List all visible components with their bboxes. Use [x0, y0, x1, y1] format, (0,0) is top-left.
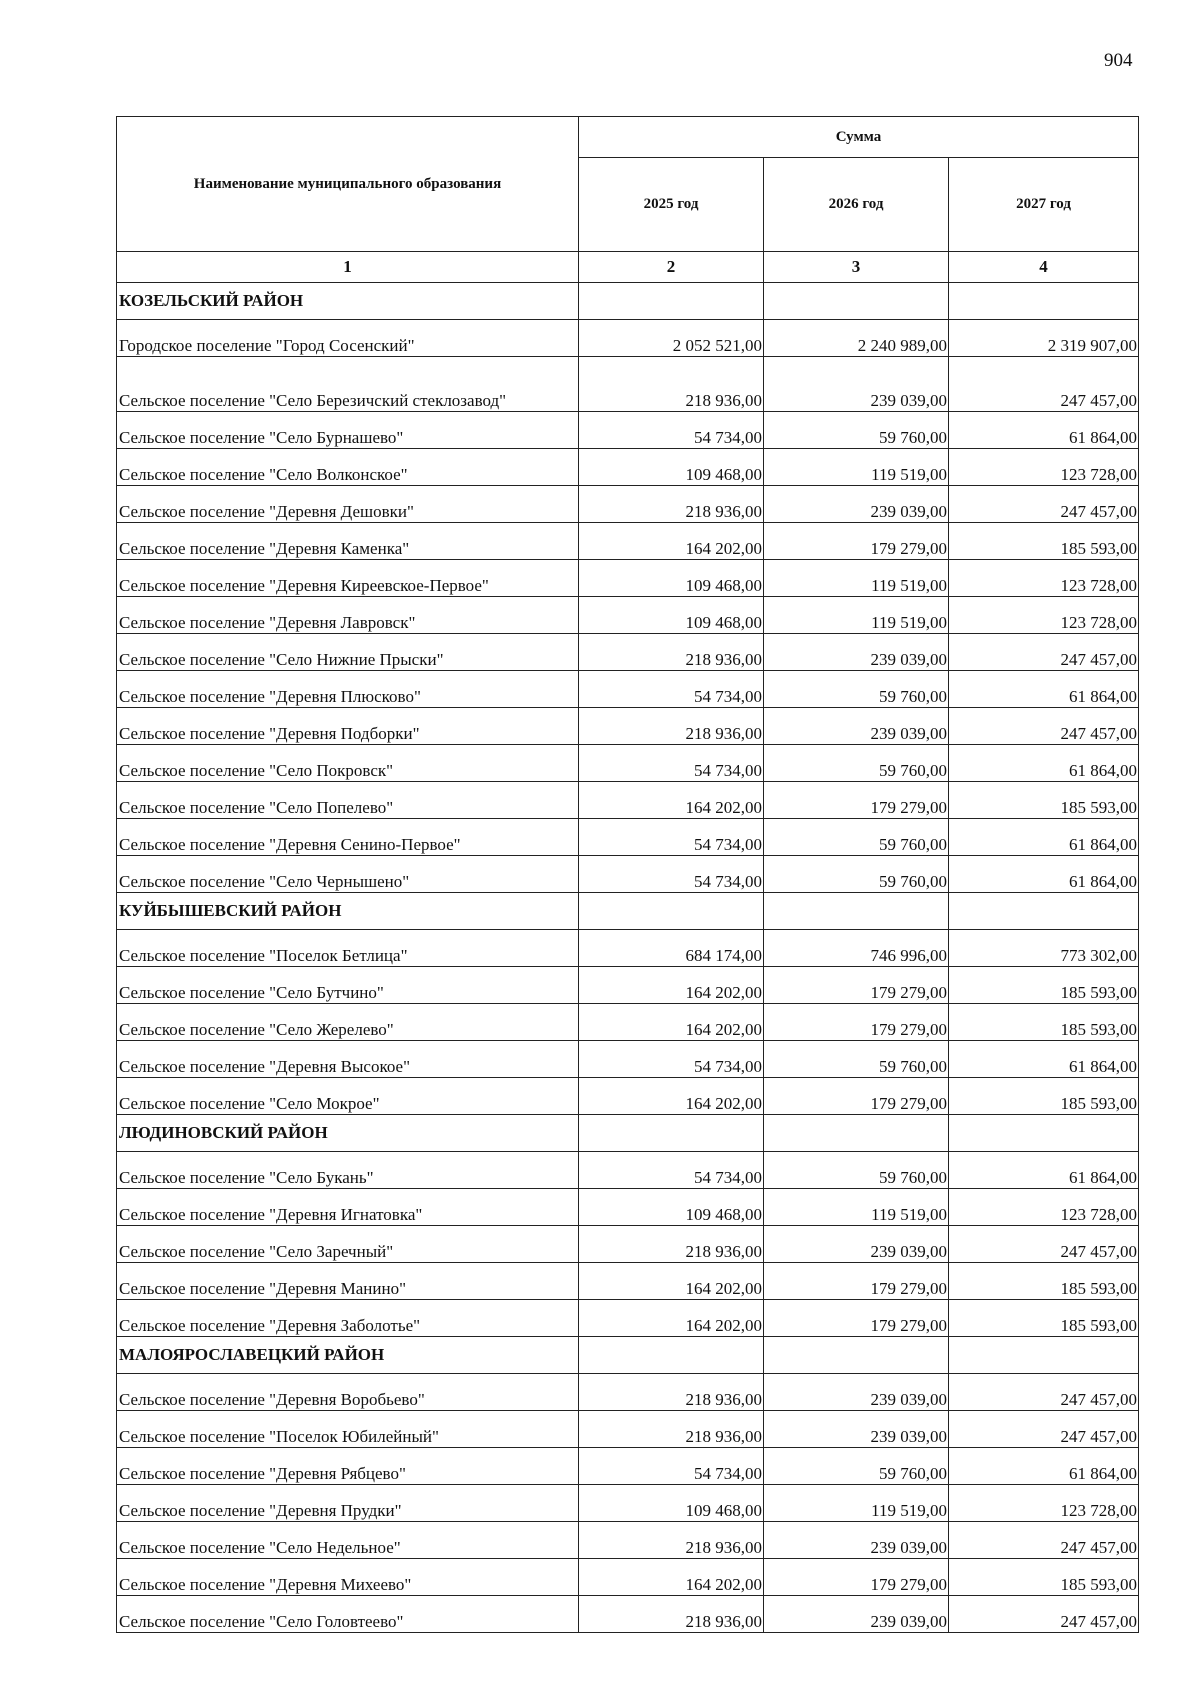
column-number: 3: [764, 252, 949, 283]
table-row: [117, 745, 1139, 782]
settlement-name: Сельское поселение "Деревня Лавровск": [117, 597, 579, 634]
table-row: [117, 1078, 1139, 1115]
amount-2026: 59 760,00: [764, 1041, 949, 1078]
empty-cell: [764, 283, 949, 320]
amount-2025: 109 468,00: [579, 597, 764, 634]
amount-2026: 119 519,00: [764, 449, 949, 486]
amount-2025: 218 936,00: [579, 1596, 764, 1633]
amount-2027: 247 457,00: [949, 1374, 1139, 1411]
settlement-name: Сельское поселение "Село Мокрое": [117, 1078, 579, 1115]
amount-2027: 61 864,00: [949, 819, 1139, 856]
amount-2025: 218 936,00: [579, 708, 764, 745]
amount-2025: 164 202,00: [579, 1559, 764, 1596]
settlement-name: Сельское поселение "Село Недельное": [117, 1522, 579, 1559]
amount-2027: 123 728,00: [949, 597, 1139, 634]
amount-2027: 61 864,00: [949, 671, 1139, 708]
settlement-name: Сельское поселение "Деревня Высокое": [117, 1041, 579, 1078]
amount-2025: 54 734,00: [579, 1041, 764, 1078]
amount-2025: 54 734,00: [579, 745, 764, 782]
amount-2025: 218 936,00: [579, 634, 764, 671]
settlement-name: Сельское поселение "Деревня Прудки": [117, 1485, 579, 1522]
amount-2025: 54 734,00: [579, 412, 764, 449]
table-row: [117, 1411, 1139, 1448]
column-number: 1: [117, 252, 579, 283]
column-number: 4: [949, 252, 1139, 283]
header-year-2027: 2027 год: [949, 158, 1139, 252]
table-row: [117, 1041, 1139, 1078]
amount-2026: 239 039,00: [764, 357, 949, 412]
settlement-name: Сельское поселение "Деревня Рябцево": [117, 1448, 579, 1485]
district-row: [117, 283, 1139, 320]
table-row: [117, 486, 1139, 523]
empty-cell: [579, 283, 764, 320]
settlement-name: Сельское поселение "Деревня Манино": [117, 1263, 579, 1300]
table-row: [117, 412, 1139, 449]
amount-2025: 218 936,00: [579, 1522, 764, 1559]
table-row: [117, 1189, 1139, 1226]
table-row: [117, 782, 1139, 819]
amount-2025: 218 936,00: [579, 357, 764, 412]
amount-2026: 239 039,00: [764, 708, 949, 745]
amount-2026: 179 279,00: [764, 1078, 949, 1115]
settlement-name: Сельское поселение "Село Нижние Прыски": [117, 634, 579, 671]
settlement-name: Сельское поселение "Село Волконское": [117, 449, 579, 486]
table-row: [117, 930, 1139, 967]
table-row: [117, 819, 1139, 856]
table-row: [117, 1559, 1139, 1596]
header-sum: Сумма: [579, 117, 1139, 158]
table-row: [117, 1522, 1139, 1559]
settlement-name: Сельское поселение "Село Бурнашево": [117, 412, 579, 449]
amount-2026: 179 279,00: [764, 1263, 949, 1300]
empty-cell: [949, 283, 1139, 320]
table-row: [117, 560, 1139, 597]
amount-2025: 164 202,00: [579, 1300, 764, 1337]
settlement-name: Сельское поселение "Село Бутчино": [117, 967, 579, 1004]
amount-2025: 164 202,00: [579, 782, 764, 819]
amount-2025: 54 734,00: [579, 819, 764, 856]
amount-2027: 185 593,00: [949, 1004, 1139, 1041]
amount-2026: 2 240 989,00: [764, 320, 949, 357]
amount-2026: 59 760,00: [764, 671, 949, 708]
table-row: [117, 1004, 1139, 1041]
empty-cell: [764, 1337, 949, 1374]
column-number-row: [117, 252, 1139, 283]
table-row: [117, 1448, 1139, 1485]
settlement-name: Сельское поселение "Село Березичский стеклозавод": [117, 357, 579, 412]
amount-2026: 239 039,00: [764, 486, 949, 523]
amount-2027: 247 457,00: [949, 1596, 1139, 1633]
settlement-name: Сельское поселение "Село Жерелево": [117, 1004, 579, 1041]
amount-2027: 123 728,00: [949, 1189, 1139, 1226]
amount-2026: 119 519,00: [764, 1485, 949, 1522]
settlement-name: Сельское поселение "Деревня Каменка": [117, 523, 579, 560]
amount-2027: 61 864,00: [949, 1448, 1139, 1485]
empty-cell: [579, 1115, 764, 1152]
table-row: [117, 671, 1139, 708]
amount-2025: 54 734,00: [579, 1152, 764, 1189]
amount-2025: 164 202,00: [579, 967, 764, 1004]
settlement-name: Сельское поселение "Село Покровск": [117, 745, 579, 782]
amount-2026: 119 519,00: [764, 597, 949, 634]
amount-2026: 239 039,00: [764, 634, 949, 671]
amount-2025: 218 936,00: [579, 486, 764, 523]
table-row: [117, 1596, 1139, 1633]
settlement-name: Сельское поселение "Село Заречный": [117, 1226, 579, 1263]
amount-2027: 185 593,00: [949, 967, 1139, 1004]
settlement-name: Сельское поселение "Деревня Воробьево": [117, 1374, 579, 1411]
empty-cell: [579, 1337, 764, 1374]
table-row: [117, 523, 1139, 560]
amount-2025: 109 468,00: [579, 449, 764, 486]
settlement-name: Городское поселение "Город Сосенский": [117, 320, 579, 357]
table-row: [117, 1485, 1139, 1522]
district-name: КОЗЕЛЬСКИЙ РАЙОН: [117, 283, 579, 320]
amount-2026: 119 519,00: [764, 560, 949, 597]
budget-table: [116, 116, 1139, 1633]
table-row: [117, 1226, 1139, 1263]
amount-2027: 185 593,00: [949, 1300, 1139, 1337]
amount-2027: 61 864,00: [949, 412, 1139, 449]
table-row: [117, 320, 1139, 357]
amount-2027: 61 864,00: [949, 745, 1139, 782]
empty-cell: [949, 893, 1139, 930]
amount-2027: 185 593,00: [949, 1263, 1139, 1300]
table-row: [117, 856, 1139, 893]
amount-2025: 684 174,00: [579, 930, 764, 967]
settlement-name: Сельское поселение "Село Чернышено": [117, 856, 579, 893]
amount-2026: 59 760,00: [764, 1448, 949, 1485]
amount-2026: 119 519,00: [764, 1189, 949, 1226]
settlement-name: Сельское поселение "Поселок Бетлица": [117, 930, 579, 967]
amount-2027: 247 457,00: [949, 1522, 1139, 1559]
amount-2026: 59 760,00: [764, 819, 949, 856]
table-row: [117, 449, 1139, 486]
amount-2027: 2 319 907,00: [949, 320, 1139, 357]
header-name-column: Наименование муниципального образования: [117, 117, 579, 252]
amount-2025: 164 202,00: [579, 1078, 764, 1115]
settlement-name: Сельское поселение "Деревня Дешовки": [117, 486, 579, 523]
empty-cell: [764, 893, 949, 930]
amount-2027: 61 864,00: [949, 1152, 1139, 1189]
settlement-name: Сельское поселение "Село Попелево": [117, 782, 579, 819]
amount-2027: 247 457,00: [949, 1226, 1139, 1263]
amount-2025: 164 202,00: [579, 1004, 764, 1041]
table-header: [117, 117, 1139, 283]
amount-2027: 247 457,00: [949, 357, 1139, 412]
table-row: [117, 1300, 1139, 1337]
empty-cell: [949, 1337, 1139, 1374]
district-row: [117, 1337, 1139, 1374]
header-year-2025: 2025 год: [579, 158, 764, 252]
settlement-name: Сельское поселение "Деревня Киреевское-Первое": [117, 560, 579, 597]
amount-2026: 59 760,00: [764, 1152, 949, 1189]
district-name: КУЙБЫШЕВСКИЙ РАЙОН: [117, 893, 579, 930]
amount-2027: 185 593,00: [949, 1078, 1139, 1115]
table-row: [117, 708, 1139, 745]
amount-2026: 179 279,00: [764, 523, 949, 560]
settlement-name: Сельское поселение "Деревня Заболотье": [117, 1300, 579, 1337]
amount-2026: 239 039,00: [764, 1522, 949, 1559]
amount-2025: 2 052 521,00: [579, 320, 764, 357]
amount-2025: 109 468,00: [579, 1189, 764, 1226]
settlement-name: Сельское поселение "Поселок Юбилейный": [117, 1411, 579, 1448]
table-row: [117, 1374, 1139, 1411]
amount-2027: 247 457,00: [949, 1411, 1139, 1448]
amount-2026: 746 996,00: [764, 930, 949, 967]
amount-2025: 54 734,00: [579, 1448, 764, 1485]
amount-2025: 54 734,00: [579, 856, 764, 893]
empty-cell: [949, 1115, 1139, 1152]
amount-2026: 179 279,00: [764, 782, 949, 819]
amount-2027: 61 864,00: [949, 1041, 1139, 1078]
settlement-name: Сельское поселение "Деревня Сенино-Первое": [117, 819, 579, 856]
table-row: [117, 1263, 1139, 1300]
amount-2027: 123 728,00: [949, 560, 1139, 597]
amount-2026: 239 039,00: [764, 1374, 949, 1411]
amount-2027: 123 728,00: [949, 449, 1139, 486]
amount-2027: 61 864,00: [949, 856, 1139, 893]
amount-2026: 239 039,00: [764, 1411, 949, 1448]
table-row: [117, 967, 1139, 1004]
amount-2026: 239 039,00: [764, 1226, 949, 1263]
settlement-name: Сельское поселение "Село Головтеево": [117, 1596, 579, 1633]
district-row: [117, 893, 1139, 930]
amount-2025: 218 936,00: [579, 1374, 764, 1411]
amount-2026: 179 279,00: [764, 1300, 949, 1337]
settlement-name: Сельское поселение "Деревня Подборки": [117, 708, 579, 745]
amount-2025: 164 202,00: [579, 1263, 764, 1300]
amount-2027: 185 593,00: [949, 782, 1139, 819]
empty-cell: [579, 893, 764, 930]
amount-2026: 59 760,00: [764, 412, 949, 449]
header-year-2026: 2026 год: [764, 158, 949, 252]
district-name: ЛЮДИНОВСКИЙ РАЙОН: [117, 1115, 579, 1152]
amount-2027: 247 457,00: [949, 486, 1139, 523]
amount-2027: 185 593,00: [949, 1559, 1139, 1596]
amount-2026: 59 760,00: [764, 856, 949, 893]
column-number: 2: [579, 252, 764, 283]
table-row: [117, 1152, 1139, 1189]
table-row: [117, 357, 1139, 412]
amount-2025: 54 734,00: [579, 671, 764, 708]
amount-2027: 247 457,00: [949, 634, 1139, 671]
district-row: [117, 1115, 1139, 1152]
table-row: [117, 634, 1139, 671]
amount-2025: 218 936,00: [579, 1411, 764, 1448]
page-number: 904: [1104, 50, 1133, 71]
amount-2026: 59 760,00: [764, 745, 949, 782]
amount-2025: 164 202,00: [579, 523, 764, 560]
amount-2025: 218 936,00: [579, 1226, 764, 1263]
settlement-name: Сельское поселение "Деревня Михеево": [117, 1559, 579, 1596]
settlement-name: Сельское поселение "Село Букань": [117, 1152, 579, 1189]
amount-2026: 179 279,00: [764, 1559, 949, 1596]
settlement-name: Сельское поселение "Деревня Плюсково": [117, 671, 579, 708]
amount-2025: 109 468,00: [579, 1485, 764, 1522]
district-name: МАЛОЯРОСЛАВЕЦКИЙ РАЙОН: [117, 1337, 579, 1374]
empty-cell: [764, 1115, 949, 1152]
amount-2025: 109 468,00: [579, 560, 764, 597]
amount-2027: 773 302,00: [949, 930, 1139, 967]
amount-2026: 179 279,00: [764, 1004, 949, 1041]
amount-2026: 239 039,00: [764, 1596, 949, 1633]
settlement-name: Сельское поселение "Деревня Игнатовка": [117, 1189, 579, 1226]
amount-2027: 185 593,00: [949, 523, 1139, 560]
amount-2026: 179 279,00: [764, 967, 949, 1004]
amount-2027: 247 457,00: [949, 708, 1139, 745]
amount-2027: 123 728,00: [949, 1485, 1139, 1522]
table-body: [117, 283, 1139, 1633]
table-row: [117, 597, 1139, 634]
